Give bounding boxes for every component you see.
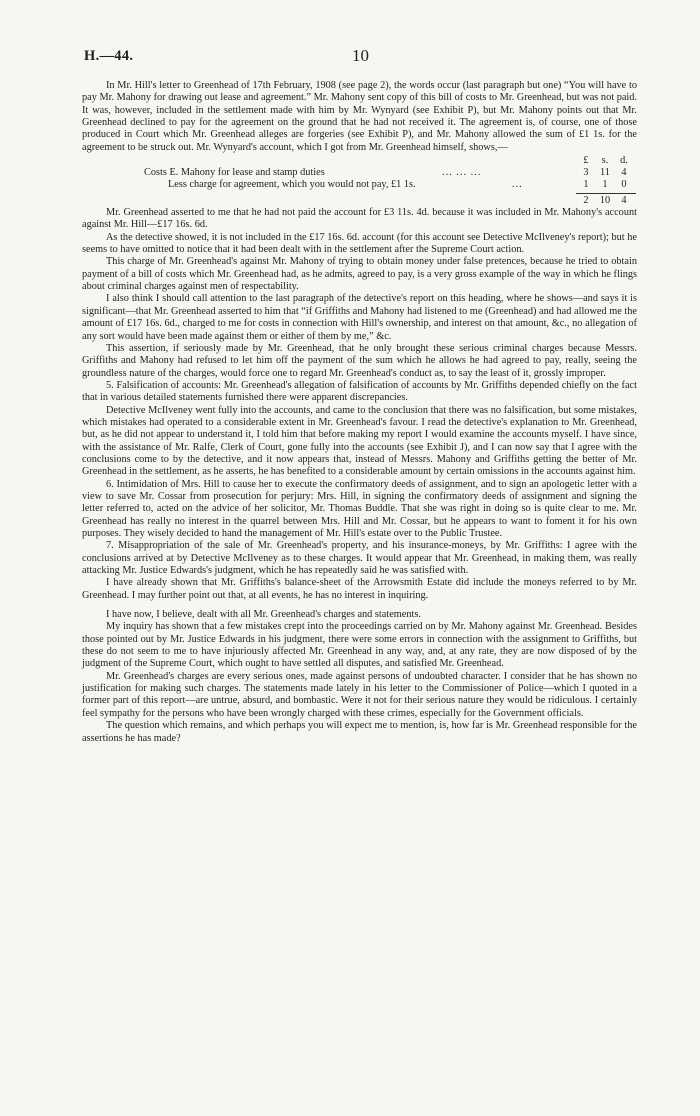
paragraph: 7. Misappropriation of the sale of Mr. Greenhead's property, and his insurance-moneys, by Mr. Griffiths: I agree with the conclusions arrived at by Detective McIlveney as to these charges. It would appear that Mr. Greenhead, in making them, was really attacking Mr. Justice Edwards's judgment, which he has repeatedly said he was satisfied with.	[82, 540, 637, 577]
total-pence: 4	[621, 195, 627, 207]
paragraph: This charge of Mr. Greenhead's against Mr. Mahony of trying to obtain money under false pretences, because he tried to obtain payment of a bill of costs which Mr. Greenhead had, as he admits, agreed to pay, is a very gross example of the way in which he flings about criminal charges against men of respectability.	[82, 256, 637, 293]
paragraph: The question which remains, and which perhaps you will expect me to mention, is, how far is Mr. Greenhead responsible for the assertions he has made?	[82, 720, 637, 744]
paragraph: In Mr. Hill's letter to Greenhead of 17th February, 1908 (see page 2), the words occur (last paragraph but one) “You will have to pay Mr. Mahony for drawing out lease and agreement.” Mr. Mahony sent copy of this bill of costs to Mr. Greenhead, but was not paid. It was, however, included in the settlement made with him by Mr. Wynyard (see Exhibit P), but Mr. Mahony points out that Mr. Greenhead declined to pay for the agreement on the ground that he had not received it. The agreement is, of course, one of those produced in Court which Mr. Greenhead alleges are forgeries (see Exhibit P), and Mr. Mahony allowed the sum of £1 1s. for the agreement to be struck out. Mr. Wynyard's account, which I got from Mr. Greenhead himself, shows,—	[82, 80, 637, 153]
account-pence: 0	[621, 179, 627, 191]
paragraph: 5. Falsification of accounts: Mr. Greenhead's allegation of falsification of accounts by Mr. Griffiths depended chiefly on the fact that in various detailed statements furnished there were apparent discrepancies.	[82, 379, 637, 404]
column-header-pence: d.	[620, 155, 628, 167]
column-header-pounds: £	[583, 155, 589, 167]
account-row-label: Costs E. Mahony for lease and stamp duties	[144, 167, 325, 179]
account-total-row	[82, 195, 637, 207]
account-row	[82, 167, 637, 179]
account-pounds: 3	[583, 167, 589, 179]
paragraph: Mr. Greenhead's charges are every serious ones, made against persons of undoubted character. I consider that he has shown no justification for making such charges. The statements made lately in his letter to the Commissioner of Police—which I quoted in a former part of this report—are untrue, absurd, and bombastic. Were it not for their serious nature they would be ridiculous. I certainly feel sympathy for the persons who have been wrongly charged with these crimes, especially for the Government officials.	[82, 670, 637, 719]
paragraph: 6. Intimidation of Mrs. Hill to cause her to execute the confirmatory deeds of assignment, and to sign an apologetic letter with a view to save Mr. Cossar from prosecution for perjury: Mrs. Hill, in signing the confirmatory deeds of assignment and signing the letter referred to, acted on the advice of her solicitor, Mr. Thomas Buddle. That she was right in doing so is quite clear to me. Mr. Greenhead has really no interest in the quarrel between Mrs. Hill and Mr. Cossar, but he appears to want to foment it for his own purposes. They wisely decided to hand the management of Mr. Hill's estate over to the Public Trustee.	[82, 478, 637, 539]
leader-dots: ...	[512, 179, 523, 191]
account-row	[82, 179, 637, 191]
paragraph: Detective McIlveney went fully into the accounts, and came to the conclusion that there was no falsification, but some mistakes, which mistakes had operated to a considerable extent in Mr. Greenhead's favour. I read the detective's explanation to Mr. Greenhead, but, as he did not appear to understand it, I told him that before making my report I would examine the accounts myself. I have since, with the assistance of Mr. Ralfe, Clerk of Court, gone fully into the accounts (see Exhibit J), and I can now say that I agree with the conclusions come to by the detective, and it now appears that, instead of Messrs. Mahony and Griffiths getting the better of Mr. Greenhead in the settlement, as he asserts, he has benefited to a considerable amount by certain omissions in the accounts against him.	[82, 404, 637, 478]
paragraph: Mr. Greenhead asserted to me that he had not paid the account for £3 11s. 4d. because it was included in Mr. Mahony's account against Mr. Hill—£17 16s. 6d.	[82, 207, 637, 231]
account-row-label: Less charge for agreement, which you would not pay, £1 1s.	[168, 179, 416, 191]
document-body	[82, 80, 637, 745]
column-header-shillings: s.	[601, 155, 609, 167]
leader-dots: ... ... ...	[442, 167, 482, 179]
account-pounds: 1	[583, 179, 589, 191]
total-shillings: 10	[599, 195, 611, 207]
paragraph: As the detective showed, it is not included in the £17 16s. 6d. account (for this account see Detective McIlveney's report); but he seems to have omitted to notice that it had been dealt with in the settlement after the Supreme Court action.	[82, 231, 637, 256]
page-number: 10	[352, 46, 369, 65]
account-pence: 4	[621, 167, 627, 179]
paragraph: I also think I should call attention to the last paragraph of the detective's report on this heading, where he shows—and says it is significant—that Mr. Greenhead asserted to him that “if Griffiths and Mahony had listened to me (Greenhead) and had allowed me the amount of £17 16s. 6d., charged to me for costs in connection with Hill's ownership, and interest on that amount, &c., no allegation of any sort would have been made against them or either of them by me,” &c.	[82, 293, 637, 342]
paragraph: I have now, I believe, dealt with all Mr. Greenhead's charges and statements.	[106, 609, 421, 621]
paragraph: This assertion, if seriously made by Mr. Greenhead, that he only brought these serious criminal charges because Messrs. Griffiths and Mahony had refused to let him off the payment of the sum which he allows he had agreed to pay, really, seeing the groundless nature of the charges, would force one to regard Mr. Greenhead's conduct as, to say the least of it, grossly improper.	[82, 342, 637, 379]
account-table	[82, 155, 637, 207]
account-shillings: 1	[602, 179, 608, 191]
total-rule	[576, 193, 636, 194]
total-pounds: 2	[583, 195, 589, 207]
paragraph: I have already shown that Mr. Griffiths's balance-sheet of the Arrowsmith Estate did include the moneys referred to by Mr. Greenhead. I may further point out that, at all events, he has no interest in inquiring.	[82, 577, 637, 601]
account-shillings: 11	[600, 167, 610, 179]
document-reference: H.—44.	[84, 48, 134, 64]
account-column-headers	[82, 155, 637, 167]
page-header	[84, 48, 636, 70]
section-gap	[82, 602, 637, 609]
paragraph: My inquiry has shown that a few mistakes crept into the proceedings carried on by Mr. Mahony against Mr. Greenhead. Besides those pointed out by Mr. Justice Edwards in his judgment, there were some errors in connection with the assignment to Griffiths, but these do not seem to me to have injuriously affected Mr. Greenhead in any way, and, at any rate, they are now disposed of by the judgment of the Supreme Court, which ought to have settled all disputes, and satisfied Mr. Greenhead.	[82, 621, 637, 670]
